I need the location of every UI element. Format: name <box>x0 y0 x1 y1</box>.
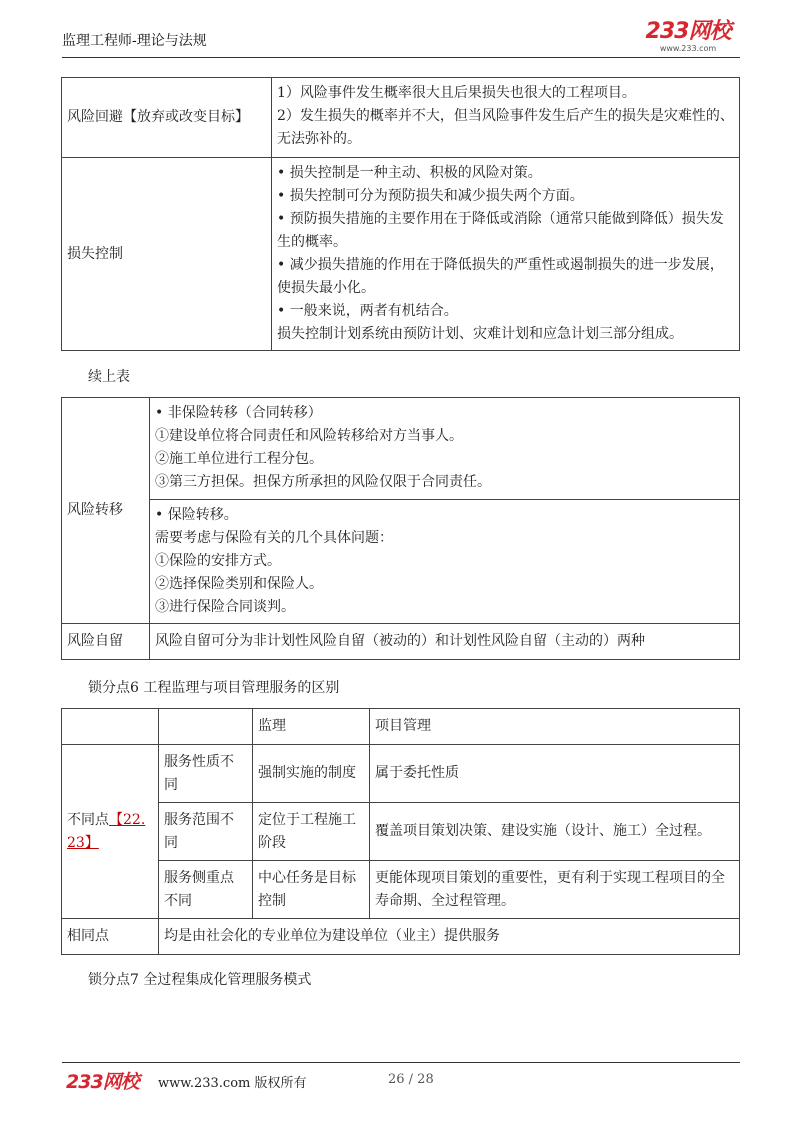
table-row <box>62 158 740 351</box>
row-label: 相同点 <box>62 919 159 955</box>
logo-url: www.233.com <box>659 44 717 53</box>
table-header-row <box>62 709 740 745</box>
row-content <box>272 158 740 351</box>
header-cell: 监理 <box>253 709 370 745</box>
section-title: 锁分点7 全过程集成化管理服务模式 <box>88 972 312 988</box>
table-row <box>62 500 740 624</box>
supervision-cell: 定位于工程施工阶段 <box>253 803 370 861</box>
aspect-cell: 服务侧重点不同 <box>159 861 253 919</box>
list-item: ③进行保险合同谈判。 <box>155 599 295 615</box>
list-item: 1）风险事件发生概率很大且后果损失也很大的工程项目。 <box>277 85 636 101</box>
header-cell <box>62 709 159 745</box>
list-item: ②选择保险类别和保险人。 <box>155 576 323 592</box>
table-row <box>62 861 740 919</box>
aspect-cell: 服务范围不同 <box>159 803 253 861</box>
list-item: • 非保险转移（合同转移） <box>155 402 734 425</box>
risk-table-2 <box>61 397 740 660</box>
list-item: • 减少损失措施的作用在于降低损失的严重性或遏制损失的进一步发展，使损失最小化。 <box>277 254 734 300</box>
diff-label: 不同点 <box>67 811 109 828</box>
exam-year-link[interactable]: 【22.23】 <box>67 811 146 851</box>
page-number: 26 / 28 <box>388 1072 434 1087</box>
supervision-cell: 中心任务是目标控制 <box>253 861 370 919</box>
row-label <box>62 745 159 919</box>
list-item: ②施工单位进行工程分包。 <box>155 451 323 467</box>
pm-cell: 属于委托性质 <box>370 745 740 803</box>
table-row <box>62 919 740 955</box>
section-title: 锁分点6 工程监理与项目管理服务的区别 <box>88 680 340 696</box>
pm-cell: 覆盖项目策划决策、建设实施（设计、施工）全过程。 <box>370 803 740 861</box>
row-label: 风险自留 <box>62 624 150 660</box>
row-content <box>150 500 740 624</box>
list-item: • 损失控制可分为预防损失和减少损失两个方面。 <box>277 185 734 208</box>
row-content: 均是由社会化的专业单位为建设单位（业主）提供服务 <box>159 919 740 955</box>
aspect-cell: 服务性质不同 <box>159 745 253 803</box>
row-label: 风险回避【放弃或改变目标】 <box>62 78 272 158</box>
supervision-cell: 强制实施的制度 <box>253 745 370 803</box>
row-content <box>150 398 740 500</box>
comparison-table <box>61 708 740 955</box>
row-label: 风险转移 <box>62 398 150 624</box>
footer-logo: 233网校 <box>66 1071 139 1093</box>
table-row <box>62 803 740 861</box>
table-row <box>62 398 740 500</box>
pm-cell: 更能体现项目策划的重要性，更有利于实现工程项目的全寿命期、全过程管理。 <box>370 861 740 919</box>
header-cell <box>159 709 253 745</box>
table-row <box>62 78 740 158</box>
list-item: • 一般来说，两者有机结合。 <box>277 300 734 323</box>
row-content <box>272 78 740 158</box>
table-row <box>62 624 740 660</box>
list-item: • 预防损失措施的主要作用在于降低或消除（通常只能做到降低）损失发生的概率。 <box>277 208 734 254</box>
brand-logo <box>628 20 748 53</box>
logo-text: 233网校 <box>645 19 731 44</box>
list-item: 需要考虑与保险有关的几个具体问题： <box>155 530 393 546</box>
list-item: 2）发生损失的概率并不大，但当风险事件发生后产生的损失是灾难性的、无法弥补的。 <box>277 108 734 147</box>
header-divider <box>62 57 740 58</box>
continued-label: 续上表 <box>88 369 130 385</box>
list-item: ①保险的安排方式。 <box>155 553 281 569</box>
table-row <box>62 745 740 803</box>
footer-divider <box>62 1062 740 1063</box>
list-item: • 保险转移。 <box>155 504 734 527</box>
list-item: ①建设单位将合同责任和风险转移给对方当事人。 <box>155 428 463 444</box>
header-cell: 项目管理 <box>370 709 740 745</box>
list-item: 损失控制计划系统由预防计划、灾难计划和应急计划三部分组成。 <box>277 326 683 342</box>
row-content: 风险自留可分为非计划性风险自留（被动的）和计划性风险自留（主动的）两种 <box>150 624 740 660</box>
page-header-title: 监理工程师-理论与法规 <box>62 33 207 49</box>
list-item: • 损失控制是一种主动、积极的风险对策。 <box>277 162 734 185</box>
footer-copyright: www.233.com 版权所有 <box>158 1076 307 1091</box>
risk-table-1 <box>61 77 740 351</box>
list-item: ③第三方担保。担保方所承担的风险仅限于合同责任。 <box>155 474 491 490</box>
row-label: 损失控制 <box>62 158 272 351</box>
